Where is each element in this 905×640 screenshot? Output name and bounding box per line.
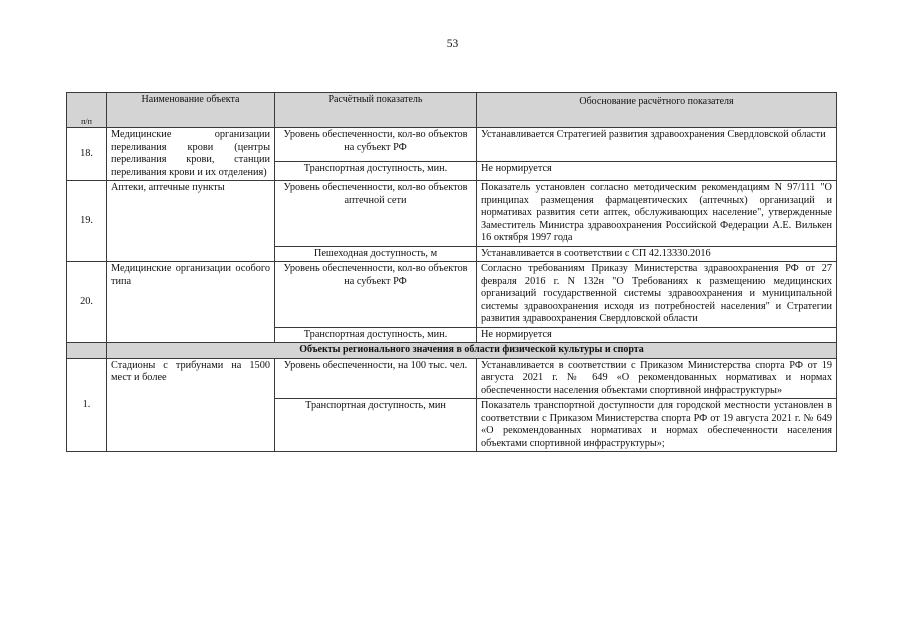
indicator: Уровень обеспеченности, кол-во объектов аптечной сети [275,181,477,247]
indicator: Транспортная доступность, мин. [275,162,477,181]
table-row [67,358,837,399]
row-number: 19. [67,181,107,262]
table-row [67,128,837,162]
header-object-name: Наименование объекта [107,93,275,128]
basis: Устанавливается Стратегией развития здравоохранения Свердловской области [477,128,837,162]
section-empty-cell [67,343,107,359]
row-number: 20. [67,262,107,343]
object-name: Аптеки, аптечные пункты [107,181,275,262]
basis: Не нормируется [477,162,837,181]
indicator: Уровень обеспеченности, на 100 тыс. чел. [275,358,477,399]
basis: Согласно требованиям Приказу Министерства здравоохранения РФ от 27 февраля 2016 г. N 132н "О Требованиях к размещению медицинских организаций государственной системы здравоохранения и муниципальной системы здравоохранения исходя из потребностей населения" и Стратегии развития здравоохранения Свердловской области [477,262,837,328]
indicator: Пешеходная доступность, м [275,246,477,262]
object-name: Медицинские организации особого типа [107,262,275,343]
basis: Устанавливается в соответствии с Приказом Министерства спорта РФ от 19 августа 2021 г. № 649 «О рекомендованных нормативах и нормах обеспеченности населения объектами спортивной инфраструктуры» [477,358,837,399]
section-title: Объекты регионального значения в области физической культуры и спорта [107,343,837,359]
indicator: Уровень обеспеченности, кол-во объектов на субъект РФ [275,262,477,328]
basis: Устанавливается в соответствии с СП 42.13330.2016 [477,246,837,262]
indicator: Транспортная доступность, мин. [275,327,477,343]
table-row [67,262,837,328]
object-name: Стадионы с трибунами на 1500 мест и более [107,358,275,452]
page-number: 53 [446,38,459,50]
indicator: Уровень обеспеченности, кол-во объектов на субъект РФ [275,128,477,162]
section-header-row [67,343,837,359]
header-indicator: Расчётный показатель [275,93,477,128]
row-number: 18. [67,128,107,181]
object-name: Медицинские организации переливания крови (центры переливания крови, станции переливания крови и их отделения) [107,128,275,181]
basis: Показатель установлен согласно методическим рекомендациям N 97/111 "О принципах размещения фармацевтических (аптечных) организаций и нормативах развития сети аптек, обслуживающих население", утвержденные Заместитель Министра здравоохранения Российской Федерации А.Е. Вилькен 16 октября 1997 года [477,181,837,247]
norms-table [66,92,837,452]
basis: Не нормируется [477,327,837,343]
header-basis: Обоснование расчётного показателя [477,93,837,128]
header-num: п/п [67,93,107,128]
row-number: 1. [67,358,107,452]
indicator: Транспортная доступность, мин [275,399,477,452]
table-header-row [67,93,837,128]
table-row [67,181,837,247]
basis: Показатель транспортной доступности для городской местности установлен в соответствии с Приказом Министерства спорта РФ от 19 августа 2021 г. № 649 «О рекомендованных нормативах и нормах обеспеченности населения объектами спортивной инфраструктуры»; [477,399,837,452]
